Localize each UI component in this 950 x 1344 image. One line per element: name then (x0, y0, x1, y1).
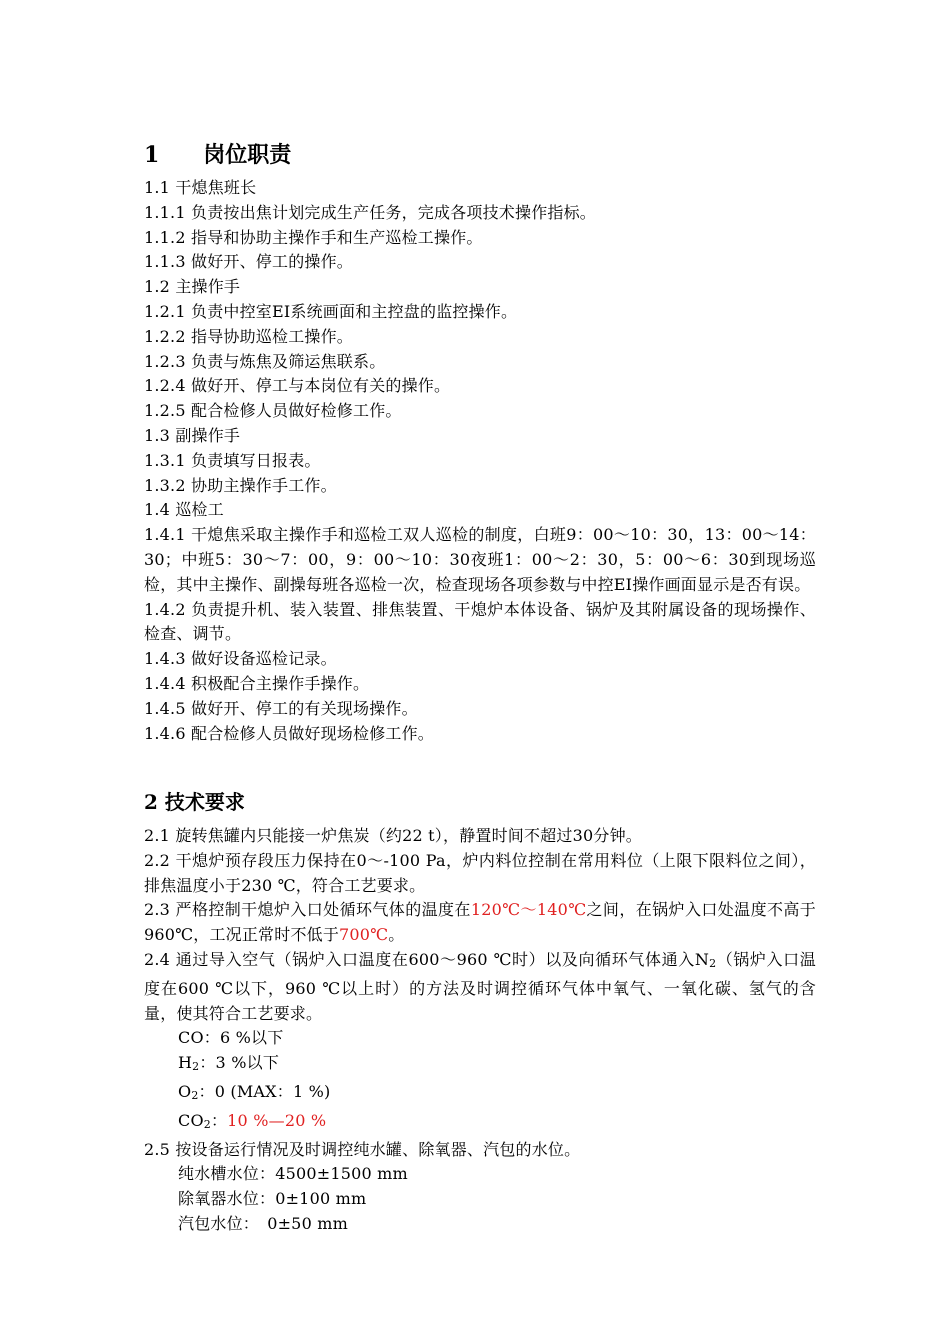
gas-h2 (144, 1051, 816, 1080)
text-line: 1.4.4 积极配合主操作手操作。 (144, 673, 370, 693)
highlight-temp-min: 700℃ (339, 925, 389, 945)
highlight-co2-range: 10 %—20 % (227, 1110, 327, 1130)
section-heading-tech-requirements: 2 技术要求 (144, 790, 245, 814)
text-line: 1.3 副操作手 (144, 425, 241, 445)
text-span: H (178, 1053, 193, 1073)
text-line: 1.2.5 配合检修人员做好检修工作。 (144, 401, 402, 421)
paragraph-1-4-2: 1.4.2 负责提升机、装入装置、排焦装置、干熄炉本体设备、锅炉及其附属设备的现场操作、检查、调节。 (144, 599, 816, 644)
subscript: 2 (192, 1060, 200, 1074)
subscript: 2 (203, 1117, 211, 1131)
level-pure-water: 纯水槽水位：4500±1500 mm (178, 1164, 408, 1184)
text-line: 1.3.1 负责填写日报表。 (144, 450, 321, 470)
gas-co2 (144, 1109, 816, 1138)
text-line: 1.4.5 做好开、停工的有关现场操作。 (144, 698, 418, 718)
text-line: 1.2 主操作手 (144, 277, 241, 297)
level-deaerator: 除氧器水位：0±100 mm (178, 1189, 367, 1209)
level-steam-drum: 汽包水位： 0±50 mm (178, 1213, 348, 1233)
highlight-temp-range: 120℃～140℃ (470, 900, 587, 920)
subscript: 2 (191, 1088, 199, 1102)
paragraph-1-4-1: 1.4.1 干熄焦采取主操作手和巡检工双人巡检的制度，白班9：00～10：30，13：00～14：30；中班5：30～7：00，9：00～10：30夜班1：00～2：30，5：00～6：30到现场巡检，其中主操作、副操每班各巡检一次，检查现场各项参数与中控EI操作画面显示是否有误。 (144, 525, 816, 594)
text-span: （锅炉入口温度在600 ℃以下，960 ℃以上时）的方法及时调控循环气体中氧气、一氧化碳、氢气的含量，使其符合工艺要求。 (144, 949, 816, 1023)
text-line: 1.2.3 负责与炼焦及筛运焦联系。 (144, 351, 386, 371)
text-span: 。 (388, 925, 405, 945)
text-line: 1.3.2 协助主操作手工作。 (144, 475, 337, 495)
text-span: O (178, 1081, 192, 1101)
text-line: 1.4.6 配合检修人员做好现场检修工作。 (144, 723, 434, 743)
text-span: ： (210, 1110, 228, 1130)
subscript: 2 (709, 956, 717, 970)
text-line: 1.4 巡检工 (144, 500, 224, 520)
paragraph-2-3 (144, 898, 816, 948)
tech-requirements-body (144, 824, 816, 1237)
text-span: ：0 (MAX：1 %) (198, 1081, 331, 1101)
text-span: 之间，在锅炉入口处温度不高于960℃，工况正常时不低于 (144, 900, 816, 945)
gas-o2 (144, 1080, 816, 1109)
section-heading-duties: 1 岗位职责 (144, 142, 292, 168)
duties-body (144, 176, 816, 746)
paragraph-2-2: 2.2 干熄炉预存段压力保持在0～-100 Pa，炉内料位控制在常用料位（上限下限料位之间），排焦温度小于230 ℃，符合工艺要求。 (144, 850, 816, 895)
text-span: ：3 %以下 (199, 1053, 280, 1073)
text-line: 1.2.2 指导协助巡检工操作。 (144, 326, 353, 346)
text-line: 1.1.3 做好开、停工的操作。 (144, 252, 353, 272)
paragraph-2-1: 2.1 旋转焦罐内只能接一炉焦炭（约22 t），静置时间不超过30分钟。 (144, 826, 642, 845)
text-line: 1.2.1 负责中控室EI系统画面和主控盘的监控操作。 (144, 301, 518, 321)
text-line: 1.1 干熄焦班长 (144, 178, 257, 197)
text-span: CO (178, 1110, 204, 1130)
text-line: 1.1.2 指导和协助主操作手和生产巡检工操作。 (144, 227, 483, 247)
text-line: 1.2.4 做好开、停工与本岗位有关的操作。 (144, 376, 451, 396)
paragraph-2-4 (144, 948, 816, 1026)
text-span: 2.3 严格控制干熄炉入口处循环气体的温度在 (144, 900, 471, 920)
gas-co: CO：6 %以下 (178, 1028, 284, 1048)
paragraph-2-5: 2.5 按设备运行情况及时调控纯水罐、除氧器、汽包的水位。 (144, 1139, 581, 1159)
text-line: 1.1.1 负责按出焦计划完成生产任务，完成各项技术操作指标。 (144, 202, 596, 222)
text-span: 2.4 通过导入空气（锅炉入口温度在600～960 ℃时）以及向循环气体通入N (144, 949, 710, 969)
text-line: 1.4.3 做好设备巡检记录。 (144, 649, 337, 669)
